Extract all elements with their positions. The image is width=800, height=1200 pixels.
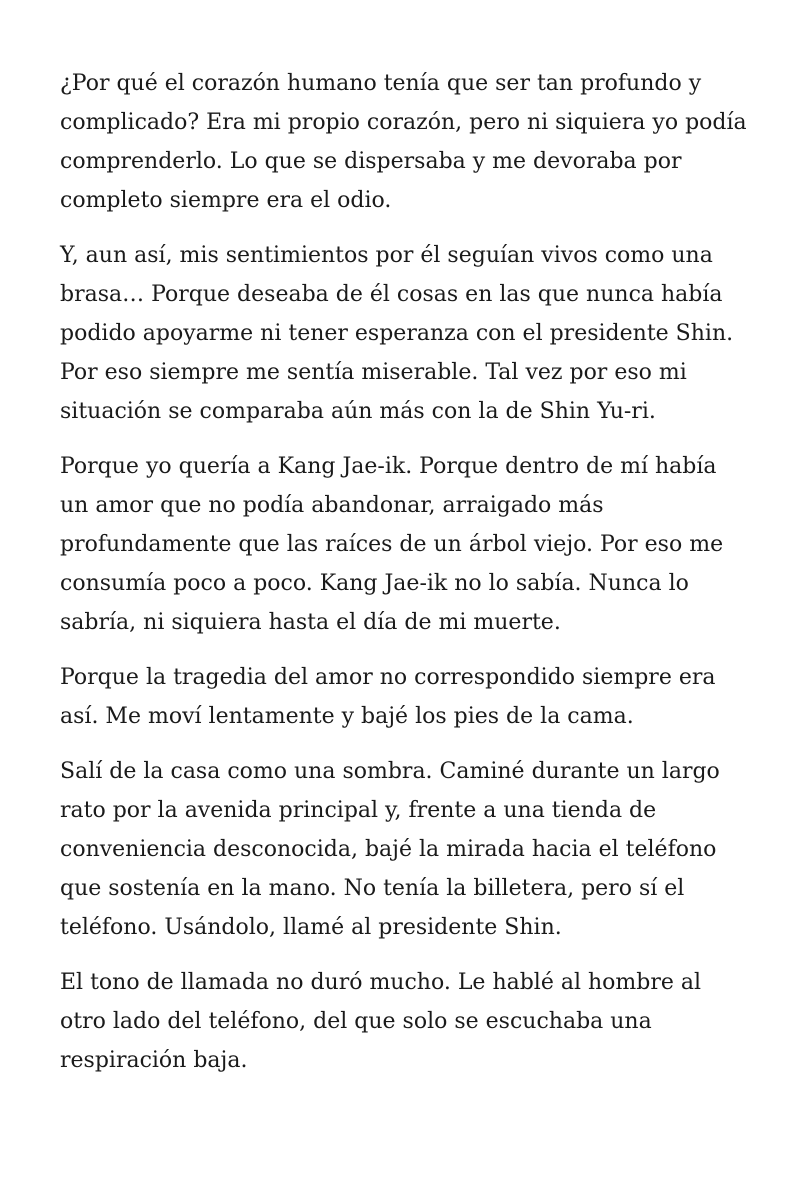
paragraph-2: Y, aun así, mis sentimientos por él seguían vivos como una brasa… Porque deseaba de él cosas en las que nunca había podido apoyarme ni tener esperanza con el presidente Shin. Por eso siempre me sentía miserable. Tal vez por eso mi situación se comparaba aún más con la de Shin Yu-ri. [60,243,734,424]
paragraph-1: ¿Por qué el corazón humano tenía que ser tan profundo y complicado? Era mi propio corazón, pero ni siquiera yo podía comprenderlo. Lo que se dispersaba y me devoraba por completo siempre era el odio. [60,71,747,213]
paragraph-5: Salí de la casa como una sombra. Caminé durante un largo rato por la avenida principal y, frente a una tienda de conveniencia desconocida, bajé la mirada hacia el teléfono que sostenía en la mano. No tenía la billetera, pero sí el teléfono. Usándolo, llamé al presidente Shin. [60,759,720,940]
paragraph-6: El tono de llamada no duró mucho. Le hablé al hombre al otro lado del teléfono, del que solo se escuchaba una respiración baja. [60,970,702,1073]
document-page [60,64,750,1096]
paragraph-3: Porque yo quería a Kang Jae-ik. Porque dentro de mí había un amor que no podía abandonar, arraigado más profundamente que las raíces de un árbol viejo. Por eso me consumía poco a poco. Kang Jae-ik no lo sabía. Nunca lo sabría, ni siquiera hasta el día de mi muerte. [60,454,724,635]
paragraph-4: Porque la tragedia del amor no correspondido siempre era así. Me moví lentamente y bajé los pies de la cama. [60,665,716,729]
